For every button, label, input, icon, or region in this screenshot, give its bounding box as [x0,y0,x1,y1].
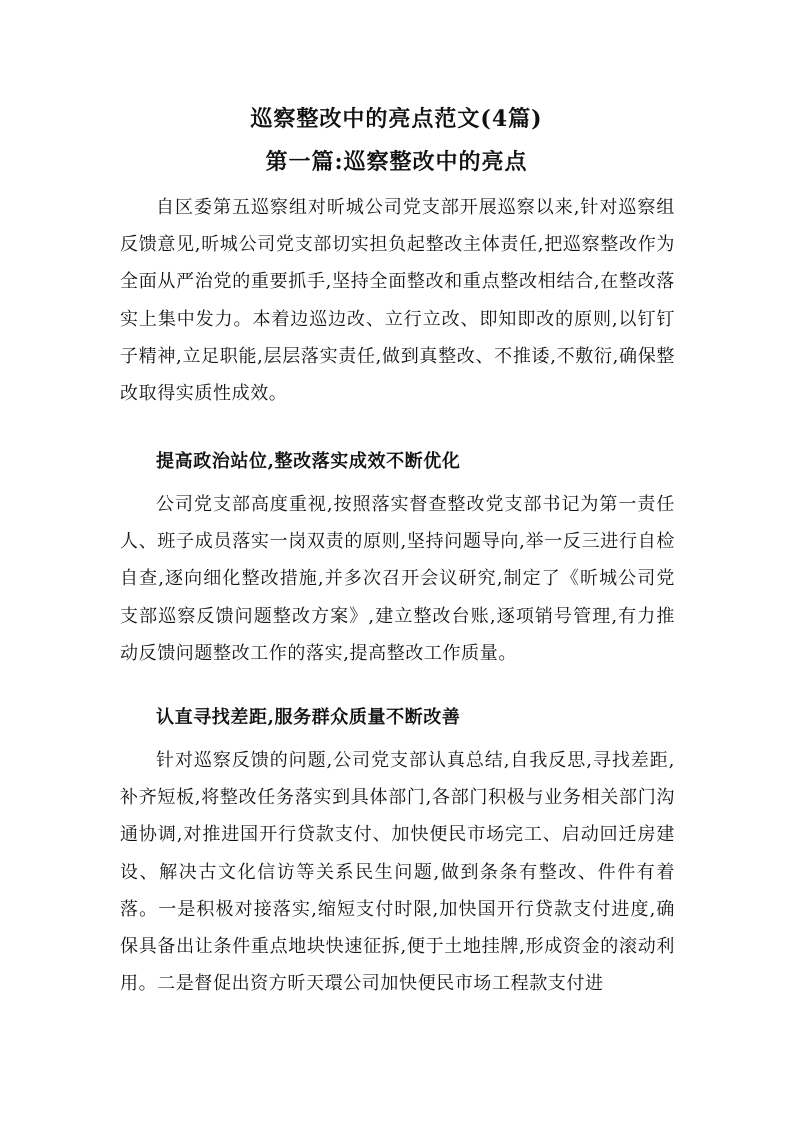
paragraph-intro: 自区委第五巡察组对昕城公司党支部开展巡察以来,针对巡察组反馈意见,昕城公司党支部切实担负起整改主体责任,把巡察整改作为全面从严治党的重要抓手,坚持全面整改和重点整改相结合,在整改落实上集中发力。本着边巡边改、立行立改、即知即改的原则,以钉钉子精神,立足职能,层层落实责任,做到真整改、不推诿,不敷衍,确保整改取得实质性成效。 [120,197,675,405]
chapter-title: 第一篇:巡察整改中的亮点 [265,149,528,175]
section-heading-service-quality: 认直寻找差距,服务群众质量不断改善 [156,707,461,728]
paragraph-political-stance: 公司党支部高度重视,按照落实督查整改党支部书记为第一责任人、班子成员落实一岗双责的原则,坚持问题导向,举一反三进行自检自查,逐向细化整改措施,并多次召开会议研究,制定了《昕城公司党支部巡察反馈问题整改方案》,建立整改台账,逐项销号管理,有力推动反馈问题整改工作的落实,提高整改工作质量。 [120,494,675,664]
paragraph-service-quality: 针对巡察反馈的问题,公司党支部认真总结,自我反思,寻找差距,补齐短板,将整改任务落实到具体部门,各部门积极与业务相关部门沟通协调,对推进国开行贷款支付、加快便民市场完工、启动回迁房建设、解决古文化信访等关系民生问题,做到条条有整改、件件有着落。一是积极对接落实,缩短支付时限,加快国开行贷款支付进度,确保具备出让条件重点地块快速征拆,便于土地挂牌,形成资金的滚动利用。二是督促出资方昕天環公司加快便民市场工程款支付进 [120,750,675,995]
document-title: 巡察整改中的亮点范文(4篇) [250,106,543,132]
section-heading-political-stance: 提高政治站位,整改落实成效不断优化 [156,451,461,472]
